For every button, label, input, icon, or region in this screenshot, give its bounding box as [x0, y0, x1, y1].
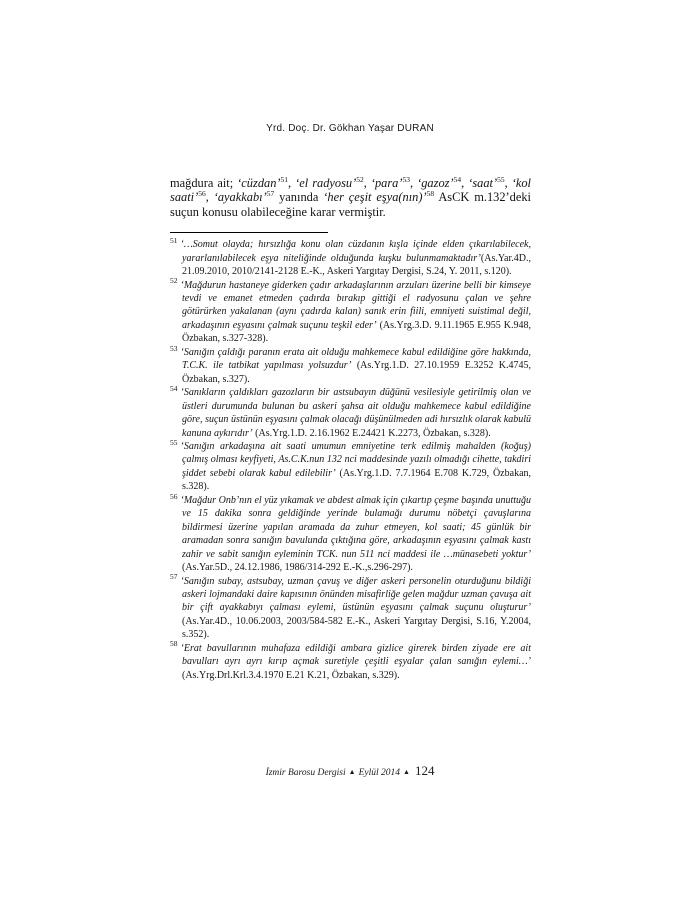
footnote	[170, 235, 531, 278]
body-paragraph	[170, 176, 531, 219]
footnote-citation-text: (As.Yrg.1.D. 2.16.1962 E.24421 K.2273, Özbakan, s.328).	[252, 427, 491, 439]
footnote-quote-text: ‘Sanığın arkadaşına ait saati umumun emniyetine terk edilmiş mahalden (koğuş) çalmış olması keyfiyeti, As.C.K.nun 132 nci maddesinde yazılı olmadığı cihette, takdiri şiddet sebebi olarak kabul edilebilir’	[180, 441, 531, 479]
footnote	[170, 343, 531, 386]
footnote-number: 54	[170, 383, 178, 393]
quoted-term: ‘el radyosu’	[295, 176, 357, 190]
paragraph-text: ,	[504, 176, 512, 190]
paragraph-text: ,	[410, 176, 418, 190]
footnote-quote-text: ‘Sanığın çaldığı paranın erata ait olduğu mahkemece kabul edildiğine göre hakkında, T.C.K. ile tatbikat yapılması yolsuzdur’	[180, 346, 531, 372]
footnote-number: 52	[170, 276, 178, 286]
footnote-reference: 52	[356, 174, 364, 184]
footnote-quote-text: ‘Sanığın subay, astsubay, uzman çavuş ve diğer askeri personelin oturduğunu bildiği askeri lojmandaki daire kapısının önünden misafirliğe gelen mağdur uzman çavuşa ait bir çift ayakkabıyı çalması eylemi, üstünün eşyasını çalmak suçunu oluşturur’	[180, 575, 531, 614]
page-header-author: Yrd. Doç. Dr. Gökhan Yaşar DURAN	[266, 123, 434, 134]
footnote-reference: 53	[402, 174, 411, 184]
paragraph-text: ,	[288, 176, 296, 190]
footnote	[170, 639, 531, 682]
paragraph-text: AsCK m.132’deki suçun konusu olabileceğine karar vermiştir.	[170, 190, 531, 219]
quoted-term: ‘cüzdan’	[237, 176, 281, 190]
footnote-reference: 58	[426, 189, 435, 199]
footnote-citation-text: (As.Yar.5D., 24.12.1986, 1986/314-292 E.-K.,s.296-297).	[182, 562, 413, 574]
footnote-citation-text: (As.Yar.4D., 10.06.2003, 2003/584-582 E.-K., Askeri Yargıtay Dergisi, S.16, Y.2004, s.352).	[182, 615, 531, 641]
footnote-number: 56	[170, 491, 178, 501]
footnotes-section	[170, 235, 532, 682]
footnote-citation-text: (As.Yrg.Drl.Krl.3.4.1970 E.21 K.21, Özbakan, s.329).	[182, 669, 400, 681]
footnote-number: 51	[170, 235, 178, 245]
footnote-number: 55	[170, 437, 178, 447]
quoted-term: ‘gazoz’	[417, 176, 454, 190]
page-content	[170, 176, 531, 682]
footnote-reference: 56	[198, 189, 206, 199]
quoted-term: ‘saat’	[468, 176, 498, 190]
footnote-citation-text: (As.Yar.4D., 21.09.2010, 2010/2141-2128 E.-K., Askeri Yargıtay Dergisi, S.24, Y. 2011, s.120).	[182, 252, 531, 278]
footnote	[170, 383, 531, 440]
footer-issue-date: Eylül 2014	[358, 768, 400, 778]
footnote-reference: 51	[280, 174, 289, 184]
quoted-term: ‘kol saati’	[170, 176, 531, 205]
footnote-number: 57	[170, 572, 178, 582]
footnote	[170, 491, 531, 575]
footnote-reference: 54	[453, 174, 462, 184]
footnote-quote-text: ‘Erat bavullarının muhafaza edildiği ambara gizlice girerek birden ziyade ere ait bavulları ayrı ayrı kırıp açmak suretiyle çeşitli eşyalar çalan sanığın eylemi…’	[180, 642, 531, 668]
footnote-citation-text: (As.Yrg.1.D. 27.10.1959 E.3252 K.4745, Özbakan, s.327).	[182, 360, 531, 385]
footnote-reference: 55	[497, 174, 505, 184]
footnote-quote-text: ‘…Somut olayda; hırsızlığa konu olan cüzdanın kışla içinde elden çıkarılabilecek, yararlanılabilecek eşya niteliğinde olduğunda kuşku bulunmamaktadır’	[180, 239, 531, 264]
footnote-quote-text: ‘Mağdurun hastaneye giderken çadır arkadaşlarının arzuları üzerine belli bir kimseye tevdi ve emanet etmeden çadırda bırakıp gittiği el radyosunu çalan ve şehre götürürken yakalanan (aynı çadırda kalan) sanık erin fiili, emniyeti suistimal değil, arkadaşının eşyasını çalmak suçunu teşkil eder’	[180, 279, 531, 331]
triangle-icon: ▲	[348, 768, 356, 776]
paragraph-text: ,	[461, 176, 469, 190]
footnote-citation-text: (As.Yrg.1.D. 7.7.1964 E.708 K.729, Özbakan, s.328).	[182, 467, 532, 493]
footnote	[170, 437, 532, 494]
footnote-separator-rule	[170, 232, 328, 233]
footnote	[170, 572, 531, 642]
footnote-reference: 57	[266, 189, 275, 199]
paragraph-lead-text: mağdura ait;	[170, 176, 238, 190]
footer-page-number: 124	[414, 763, 435, 778]
quoted-term: ‘para’	[370, 176, 403, 190]
footer-journal-title: İzmir Barosu Dergisi	[265, 768, 346, 778]
quoted-term: ‘her çeşit eşya(nın)’	[323, 190, 427, 205]
footnote-number: 53	[170, 343, 178, 353]
page-footer	[0, 763, 700, 779]
paragraph-text: ,	[363, 176, 371, 190]
footnote	[170, 276, 531, 346]
footnote-quote-text: ‘Sanıkların çaldıkları gazozların bir astsubayın düğünü vesilesiyle getirilmiş olan ve üstleri durumunda bulunan bu askeri şahsa ait olduğu mahkemece kabul edildiğine göre, suçun üstünün eşyasını çalmak olacağı düşünülmeden adi hırsızlık olarak kabulü kanuna aykırıdır’	[180, 387, 531, 439]
footnote-quote-text: ‘Mağdur Onb’nın el yüz yıkamak ve abdest almak için çıkartıp çeşme başında unuttuğu ve 15 dakika sonra geldiğinde yerinde bulamağı durumu nöbetçi çavuşlarına bildirmesi üzerine yapılan aramada da zuhur etmeyen, kol saati; 45 günlük bir aramadan sonra sanığın bavulunda çıktığına göre, arkadaşının eşyasını çalmak kastı zahir ve sabit sanığın eyleminin TCK. nun 511 nci maddesi ile …münasebeti yoktur’	[180, 494, 531, 560]
footnote-citation-text: (As.Yrg.3.D. 9.11.1965 E.955 K.948, Özbakan, s.327-328).	[182, 319, 531, 345]
paragraph-text: yanında	[274, 190, 324, 205]
paragraph-text: ,	[205, 190, 214, 205]
triangle-icon: ▲	[403, 768, 410, 776]
quoted-term: ‘ayakkabı’	[213, 190, 267, 205]
footnote-number: 58	[170, 639, 178, 649]
